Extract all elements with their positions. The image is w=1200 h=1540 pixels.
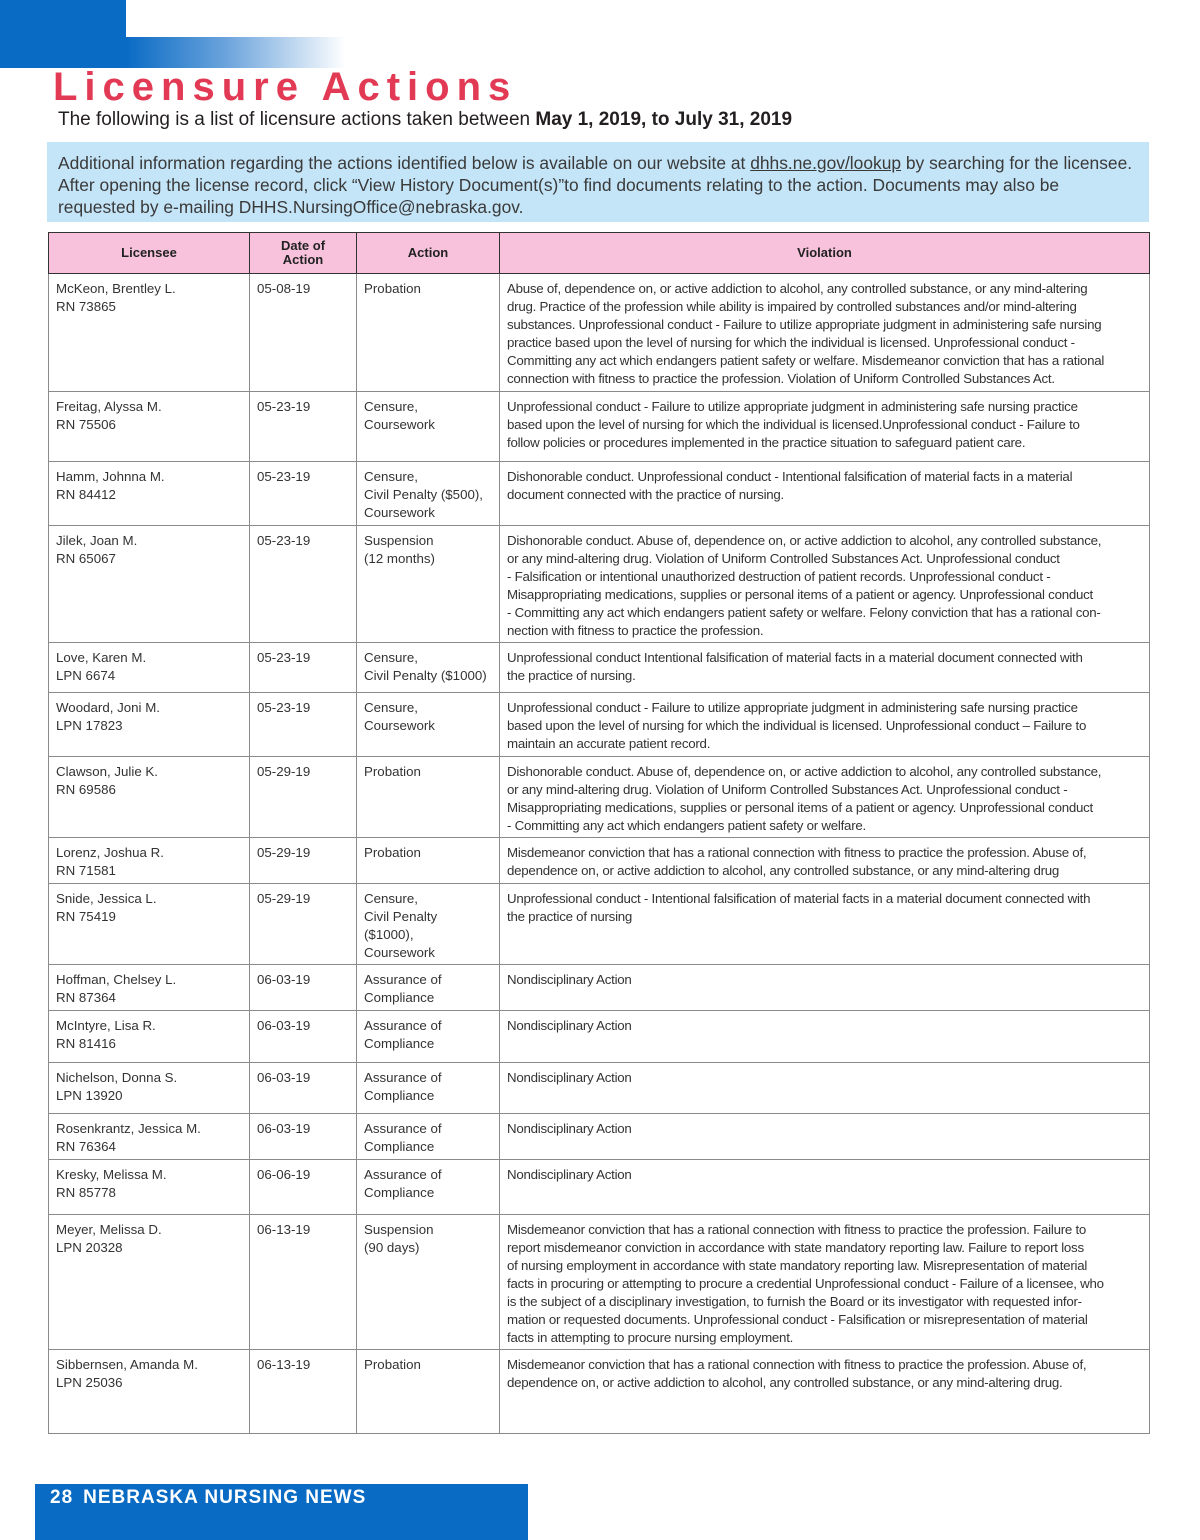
licensee-cell <box>49 526 250 643</box>
licensee-cell <box>49 1063 250 1114</box>
date-cell <box>250 965 357 1011</box>
violation-line: Nondisciplinary Action <box>507 1121 632 1136</box>
licensee-cell <box>49 1114 250 1160</box>
info-box <box>47 142 1149 222</box>
license-number: RN 65067 <box>56 551 116 566</box>
violation-line: - Falsification or intentional unauthorized destruction of patient records. Unprofessional conduct - <box>507 569 1051 584</box>
licensee-name: Meyer, Melissa D. <box>56 1222 162 1237</box>
table-row <box>49 838 1150 884</box>
action-line: Censure, <box>364 650 418 665</box>
action-date: 05-08-19 <box>257 281 311 296</box>
action-line: (90 days) <box>364 1240 420 1255</box>
table-row <box>49 965 1150 1011</box>
action-date: 06-13-19 <box>257 1222 311 1237</box>
action-cell <box>357 965 500 1011</box>
action-line: Coursework <box>364 417 435 432</box>
table-row <box>49 1215 1150 1350</box>
table-row <box>49 1350 1150 1434</box>
licensee-name: Freitag, Alyssa M. <box>56 399 162 414</box>
date-cell <box>250 1215 357 1350</box>
violation-line: drug. Practice of the profession while ability is impaired by controlled substances and/or mind-altering <box>507 299 1077 314</box>
action-cell <box>357 526 500 643</box>
license-number: RN 71581 <box>56 863 116 878</box>
action-line: Coursework <box>364 718 435 733</box>
violation-line: Nondisciplinary Action <box>507 1167 632 1182</box>
license-number: LPN 6674 <box>56 668 116 683</box>
licensee-cell <box>49 965 250 1011</box>
subtitle-prefix: The following is a list of licensure actions taken between <box>58 109 531 130</box>
date-cell <box>250 838 357 884</box>
table-row <box>49 1114 1150 1160</box>
header-date-line2: Action <box>282 252 324 267</box>
violation-cell <box>500 1350 1150 1434</box>
action-cell <box>357 1350 500 1434</box>
header-color-block <box>0 0 126 68</box>
violation-line: Dishonorable conduct. Abuse of, dependence on, or active addiction to alcohol, any controlled substance, <box>507 764 1102 779</box>
action-date: 05-23-19 <box>257 399 311 414</box>
violation-cell <box>500 462 1150 526</box>
licensee-name: Nichelson, Donna S. <box>56 1070 178 1085</box>
action-cell <box>357 1011 500 1063</box>
action-line: Censure, <box>364 891 418 906</box>
header-date-of-action <box>250 233 357 274</box>
violation-cell <box>500 1011 1150 1063</box>
violation-line: or any mind-altering drug. Violation of Uniform Controlled Substances Act. Unprofessional conduct - <box>507 782 1068 797</box>
licensee-name: Lorenz, Joshua R. <box>56 845 164 860</box>
license-number: LPN 13920 <box>56 1088 123 1103</box>
violation-line: Unprofessional conduct Intentional falsification of material facts in a material document connected with <box>507 650 1083 665</box>
action-date: 06-06-19 <box>257 1167 311 1182</box>
action-date: 05-29-19 <box>257 764 311 779</box>
table-row <box>49 462 1150 526</box>
violation-cell <box>500 1114 1150 1160</box>
violation-line: Misdemeanor conviction that has a rational connection with fitness to practice the profession. Abuse of, <box>507 845 1087 860</box>
violation-cell <box>500 838 1150 884</box>
action-date: 05-23-19 <box>257 650 311 665</box>
action-line: Assurance of <box>364 1018 442 1033</box>
licensee-name: Snide, Jessica L. <box>56 891 157 906</box>
action-line: Suspension <box>364 1222 434 1237</box>
violation-line: nection with fitness to practice the profession. <box>507 623 764 638</box>
action-date: 06-03-19 <box>257 972 311 987</box>
action-cell <box>357 693 500 757</box>
table-row <box>49 1063 1150 1114</box>
date-cell <box>250 1160 357 1215</box>
violation-line: based upon the level of nursing for which the individual is licensed.Unprofessional conduct - Failure to <box>507 417 1080 432</box>
info-text-before: Additional information regarding the actions identified below is available on our website at <box>58 153 746 173</box>
date-cell <box>250 462 357 526</box>
licensee-name: Clawson, Julie K. <box>56 764 158 779</box>
license-number: RN 85778 <box>56 1185 116 1200</box>
licensee-name: Jilek, Joan M. <box>56 533 138 548</box>
licensee-cell <box>49 1350 250 1434</box>
date-cell <box>250 693 357 757</box>
action-line: Compliance <box>364 1088 435 1103</box>
violation-line: Unprofessional conduct - Failure to utilize appropriate judgment in administering safe nursing practice <box>507 399 1078 414</box>
table-row <box>49 274 1150 392</box>
action-line: Probation <box>364 845 421 860</box>
violation-line: report misdemeanor conviction in accordance with state mandatory reporting law. Failure to report loss <box>507 1240 1084 1255</box>
action-date: 06-13-19 <box>257 1357 311 1372</box>
violation-line: of nursing employment in accordance with state mandatory reporting law. Misrepresentation of material <box>507 1258 1088 1273</box>
action-line: Censure, <box>364 700 418 715</box>
licensee-cell <box>49 643 250 693</box>
action-date: 06-03-19 <box>257 1018 311 1033</box>
license-number: LPN 17823 <box>56 718 123 733</box>
action-cell <box>357 643 500 693</box>
violation-cell <box>500 1160 1150 1215</box>
licensee-name: Rosenkrantz, Jessica M. <box>56 1121 201 1136</box>
action-line: Suspension <box>364 533 434 548</box>
page-subtitle <box>58 108 792 132</box>
violation-line: follow policies or procedures implemented in the practice situation to safeguard patient care. <box>507 435 1026 450</box>
licensee-name: Love, Karen M. <box>56 650 147 665</box>
subtitle-date-range: May 1, 2019, to July 31, 2019 <box>535 109 793 130</box>
licensee-name: McKeon, Brentley L. <box>56 281 176 296</box>
action-cell <box>357 462 500 526</box>
licensee-name: Kresky, Melissa M. <box>56 1167 167 1182</box>
page-title: Licensure Actions <box>53 65 518 109</box>
licensee-cell <box>49 274 250 392</box>
page-number: 28 <box>50 1487 74 1508</box>
license-number: LPN 20328 <box>56 1240 123 1255</box>
action-line: Compliance <box>364 1139 435 1154</box>
violation-line: substances. Unprofessional conduct - Failure to utilize appropriate judgment in administering safe nursing <box>507 317 1102 332</box>
action-date: 05-29-19 <box>257 845 311 860</box>
violation-line: Abuse of, dependence on, or active addiction to alcohol, any controlled substance, or any mind-altering <box>507 281 1088 296</box>
violation-line: facts in attempting to procure nursing employment. <box>507 1330 794 1345</box>
action-cell <box>357 1160 500 1215</box>
violation-line: Unprofessional conduct - Intentional falsification of material facts in a material document connected with <box>507 891 1091 906</box>
violation-line: Misdemeanor conviction that has a rational connection with fitness to practice the profession. Failure to <box>507 1222 1087 1237</box>
action-line: Assurance of <box>364 972 442 987</box>
action-line: ($1000), <box>364 927 414 942</box>
date-cell <box>250 526 357 643</box>
action-line: Coursework <box>364 945 435 960</box>
date-cell <box>250 1350 357 1434</box>
violation-cell <box>500 965 1150 1011</box>
license-number: RN 69586 <box>56 782 116 797</box>
header-date-line1: Date of <box>280 238 326 253</box>
violation-line: maintain an accurate patient record. <box>507 736 711 751</box>
lookup-link[interactable]: dhhs.ne.gov/lookup <box>750 153 902 173</box>
violation-line: practice based upon the level of nursing for which the individual is licensed. Unprofessional conduct - <box>507 335 1075 350</box>
violation-line: - Committing any act which endangers patient safety or welfare. <box>507 818 866 833</box>
action-line: Assurance of <box>364 1121 442 1136</box>
violation-line: Dishonorable conduct. Abuse of, dependence on, or active addiction to alcohol, any controlled substance, <box>507 533 1102 548</box>
action-cell <box>357 274 500 392</box>
violation-cell <box>500 693 1150 757</box>
action-line: Compliance <box>364 990 435 1005</box>
licensee-name: Hamm, Johnna M. <box>56 469 165 484</box>
license-number: RN 81416 <box>56 1036 116 1051</box>
licensee-cell <box>49 1160 250 1215</box>
table-row <box>49 693 1150 757</box>
table-row <box>49 757 1150 838</box>
violation-cell <box>500 884 1150 965</box>
action-line: Coursework <box>364 505 435 520</box>
action-line: Assurance of <box>364 1070 442 1085</box>
date-cell <box>250 757 357 838</box>
violation-line: Nondisciplinary Action <box>507 1070 632 1085</box>
action-date: 05-23-19 <box>257 469 311 484</box>
violation-line: Committing any act which endangers patient safety or welfare. Misdemeanor conviction that has a rational <box>507 353 1105 368</box>
violation-line: Misdemeanor conviction that has a rational connection with fitness to practice the profession. Abuse of, <box>507 1357 1087 1372</box>
action-line: Compliance <box>364 1036 435 1051</box>
violation-line: is the subject of a disciplinary investigation, to furnish the Board or its investigator with requested infor- <box>507 1294 1082 1309</box>
table-body <box>49 274 1150 1434</box>
licensee-cell <box>49 693 250 757</box>
date-cell <box>250 884 357 965</box>
license-number: RN 87364 <box>56 990 116 1005</box>
licensee-cell <box>49 392 250 462</box>
violation-cell <box>500 757 1150 838</box>
violation-line: mation or requested documents. Unprofessional conduct - Falsification or misrepresentation of material <box>507 1312 1088 1327</box>
action-date: 05-29-19 <box>257 891 311 906</box>
table-row <box>49 392 1150 462</box>
violation-cell <box>500 526 1150 643</box>
action-line: Civil Penalty ($500), <box>364 487 483 502</box>
action-cell <box>357 838 500 884</box>
date-cell <box>250 1063 357 1114</box>
footer <box>50 1486 366 1510</box>
action-cell <box>357 757 500 838</box>
licensee-cell <box>49 462 250 526</box>
violation-line: - Committing any act which endangers patient safety or welfare. Felony conviction that has a rational con- <box>507 605 1101 620</box>
action-cell <box>357 884 500 965</box>
table-row <box>49 1011 1150 1063</box>
violation-line: document connected with the practice of nursing. <box>507 487 785 502</box>
licensee-cell <box>49 838 250 884</box>
violation-line: based upon the level of nursing for which the individual is licensed. Unprofessional conduct – Failure to <box>507 718 1087 733</box>
action-line: (12 months) <box>364 551 435 566</box>
header-violation: Violation <box>500 233 1150 274</box>
violation-line: the practice of nursing <box>507 909 633 924</box>
action-line: Censure, <box>364 469 418 484</box>
violation-line: Nondisciplinary Action <box>507 1018 632 1033</box>
header-licensee: Licensee <box>49 233 250 274</box>
action-line: Probation <box>364 764 421 779</box>
license-number: RN 84412 <box>56 487 116 502</box>
violation-line: Misappropriating medications, supplies or personal items of a patient or agency. Unprofessional conduct <box>507 587 1093 602</box>
license-number: RN 73865 <box>56 299 116 314</box>
date-cell <box>250 643 357 693</box>
action-line: Compliance <box>364 1185 435 1200</box>
licensee-cell <box>49 1215 250 1350</box>
license-number: LPN 25036 <box>56 1375 123 1390</box>
violation-cell <box>500 1215 1150 1350</box>
header-action: Action <box>357 233 500 274</box>
license-number: RN 75506 <box>56 417 116 432</box>
licensee-cell <box>49 1011 250 1063</box>
action-date: 06-03-19 <box>257 1121 311 1136</box>
violation-line: Unprofessional conduct - Failure to utilize appropriate judgment in administering safe nursing practice <box>507 700 1078 715</box>
action-line: Assurance of <box>364 1167 442 1182</box>
licensure-actions-table <box>48 232 1150 1434</box>
table-row <box>49 526 1150 643</box>
license-number: RN 75419 <box>56 909 116 924</box>
info-text-after: by searching for the licensee. After opening the license record, click “View History Document(s)”to find documents relating to the action. Documents may also be requested by e-mailing DHHS.NursingOffice@nebraska.gov. <box>58 153 1133 217</box>
violation-line: Nondisciplinary Action <box>507 972 632 987</box>
violation-line: facts in procuring or attempting to procure a credential Unprofessional conduct - Failure of a licensee, who <box>507 1276 1104 1291</box>
date-cell <box>250 1011 357 1063</box>
publication-name: NEBRASKA NURSING NEWS <box>83 1487 367 1508</box>
violation-line: Dishonorable conduct. Unprofessional conduct - Intentional falsification of material facts in a material <box>507 469 1073 484</box>
licensee-cell <box>49 884 250 965</box>
action-line: Civil Penalty <box>364 909 438 924</box>
action-cell <box>357 392 500 462</box>
licensee-name: Woodard, Joni M. <box>56 700 160 715</box>
table-row <box>49 1160 1150 1215</box>
action-date: 06-03-19 <box>257 1070 311 1085</box>
date-cell <box>250 274 357 392</box>
action-line: Civil Penalty ($1000) <box>364 668 487 683</box>
action-line: Probation <box>364 281 421 296</box>
action-cell <box>357 1114 500 1160</box>
violation-line: or any mind-altering drug. Violation of Uniform Controlled Substances Act. Unprofessional conduct <box>507 551 1060 566</box>
violation-line: connection with fitness to practice the profession. Violation of Uniform Controlled Substances Act. <box>507 371 1055 386</box>
violation-line: dependence on, or active addiction to alcohol, any controlled substance, or any mind-altering drug <box>507 863 1060 878</box>
table-row <box>49 643 1150 693</box>
violation-line: Misappropriating medications, supplies or personal items of a patient or agency. Unprofessional conduct <box>507 800 1093 815</box>
action-cell <box>357 1215 500 1350</box>
violation-cell <box>500 1063 1150 1114</box>
licensee-cell <box>49 757 250 838</box>
violation-line: the practice of nursing. <box>507 668 636 683</box>
action-line: Probation <box>364 1357 421 1372</box>
violation-cell <box>500 392 1150 462</box>
licensee-name: Hoffman, Chelsey L. <box>56 972 177 987</box>
action-date: 05-23-19 <box>257 533 311 548</box>
date-cell <box>250 392 357 462</box>
action-line: Censure, <box>364 399 418 414</box>
violation-cell <box>500 274 1150 392</box>
action-date: 05-23-19 <box>257 700 311 715</box>
licensee-name: McIntyre, Lisa R. <box>56 1018 156 1033</box>
action-cell <box>357 1063 500 1114</box>
table-row <box>49 884 1150 965</box>
violation-line: dependence on, or active addiction to alcohol, any controlled substance, or any mind-altering drug. <box>507 1375 1063 1390</box>
licensee-name: Sibbernsen, Amanda M. <box>56 1357 198 1372</box>
license-number: RN 76364 <box>56 1139 116 1154</box>
violation-cell <box>500 643 1150 693</box>
table-header-row <box>49 233 1150 274</box>
date-cell <box>250 1114 357 1160</box>
